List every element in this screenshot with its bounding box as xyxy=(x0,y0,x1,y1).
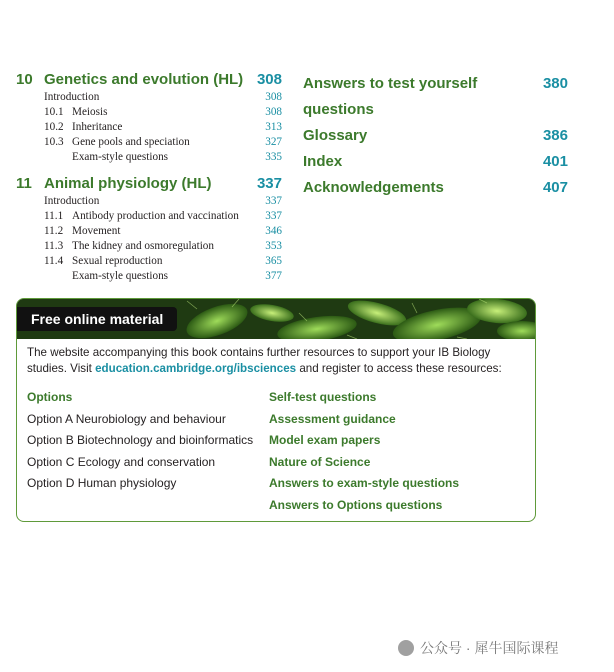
option-item[interactable]: Option B Biotechnology and bioinformatics xyxy=(27,433,254,447)
chapter-block xyxy=(16,71,282,165)
section-number: 10.1 xyxy=(44,106,64,118)
toc-entry-label xyxy=(16,194,99,209)
toc-entry-label xyxy=(16,105,107,120)
back-matter-page: 380 xyxy=(542,75,568,92)
back-matter-title: Glossary xyxy=(303,127,368,144)
chapter-number: 10 xyxy=(16,71,33,88)
section-title: The kidney and osmoregulation xyxy=(72,240,214,252)
toc-entry[interactable] xyxy=(16,209,282,224)
toc-entry[interactable] xyxy=(16,120,282,135)
option-item[interactable]: Option A Neurobiology and behaviour xyxy=(27,411,226,426)
options-column xyxy=(27,387,253,495)
resource-item[interactable]: Model exam papers xyxy=(269,433,381,447)
chapter-heading[interactable] xyxy=(16,175,282,192)
wechat-icon xyxy=(398,640,414,656)
toc-entry-label xyxy=(16,224,120,239)
section-number: 10.3 xyxy=(44,136,64,148)
chapter-page: 337 xyxy=(256,175,282,192)
chapter-title: Animal physiology (HL) xyxy=(44,175,212,192)
toc-entry[interactable] xyxy=(16,269,282,284)
section-title: Exam-style questions xyxy=(72,270,169,282)
option-item[interactable]: Option C Ecology and conservation xyxy=(27,454,216,469)
chapter-number: 11 xyxy=(16,175,32,192)
watermark-text: 公众号 · 犀牛国际课程 xyxy=(420,640,559,656)
section-title: Introduction xyxy=(44,195,100,207)
toc-entry[interactable] xyxy=(16,105,282,120)
section-number: 11.1 xyxy=(44,210,64,222)
banner xyxy=(17,299,535,339)
section-number: 11.3 xyxy=(44,240,64,252)
toc-left-column xyxy=(16,71,282,294)
chapter-heading[interactable] xyxy=(16,71,282,88)
toc-entry[interactable] xyxy=(16,224,282,239)
resource-item[interactable]: Answers to exam-style questions xyxy=(269,476,460,490)
section-title: Movement xyxy=(72,225,121,237)
toc-entry[interactable] xyxy=(16,90,282,105)
free-online-material-box xyxy=(16,298,536,522)
toc-entry-label xyxy=(16,239,214,254)
section-title: Sexual reproduction xyxy=(72,255,163,267)
toc-entry-page: 337 xyxy=(265,195,282,207)
toc-entry-label xyxy=(16,254,162,269)
toc-entry-page: 308 xyxy=(265,106,282,118)
section-number: 11.2 xyxy=(44,225,64,237)
toc-entry-page: 337 xyxy=(265,210,282,222)
section-title: Introduction xyxy=(44,91,100,103)
chapter-page: 308 xyxy=(256,71,282,88)
toc-entry-label xyxy=(16,135,190,150)
toc-entry[interactable] xyxy=(16,135,282,150)
chapter-title-wrap xyxy=(16,175,212,192)
resource-item[interactable]: Assessment guidance xyxy=(269,411,396,426)
back-matter-page: 386 xyxy=(542,127,568,144)
toc-entry-page: 335 xyxy=(265,151,282,163)
resource-item[interactable]: Self-test questions xyxy=(269,390,377,404)
toc-entry[interactable] xyxy=(16,239,282,254)
options-heading: Options xyxy=(27,390,73,404)
back-matter-entry[interactable] xyxy=(303,123,568,149)
intro-text-part1: The website accompanying this book contains further resources to support your IB Biology studies. Visit xyxy=(27,346,491,375)
resources-column xyxy=(269,387,459,516)
option-item[interactable]: Option D Human physiology xyxy=(27,476,177,490)
intro-text-part2: and register to access these resources: xyxy=(296,362,502,375)
toc-entry[interactable] xyxy=(16,254,282,269)
banner-title: Free online material xyxy=(17,307,177,331)
resource-item[interactable]: Nature of Science xyxy=(269,454,371,469)
chapter-block xyxy=(16,175,282,284)
toc-entry[interactable] xyxy=(16,194,282,209)
toc-entry-label xyxy=(16,150,168,165)
toc-entry-label xyxy=(16,209,239,224)
toc-entry-page: 346 xyxy=(265,225,282,237)
website-link[interactable]: education.cambridge.org/ibsciences xyxy=(95,362,297,375)
toc-right-column xyxy=(303,71,568,201)
back-matter-title: Answers to test yourself questions xyxy=(303,75,478,118)
section-number: 10.2 xyxy=(44,121,64,133)
toc-entry-label xyxy=(16,90,99,105)
chapter-title-wrap xyxy=(16,71,243,88)
intro-text xyxy=(27,345,527,377)
back-matter-title: Index xyxy=(303,153,343,170)
section-title: Inheritance xyxy=(72,121,123,133)
section-number: 11.4 xyxy=(44,255,64,267)
toc-entry-page: 308 xyxy=(265,91,282,103)
section-title: Meiosis xyxy=(72,106,108,118)
section-title: Antibody production and vaccination xyxy=(72,210,239,222)
toc-entry-page: 313 xyxy=(265,121,282,133)
section-title: Gene pools and speciation xyxy=(72,136,190,148)
section-title: Exam-style questions xyxy=(72,151,169,163)
back-matter-page: 407 xyxy=(542,179,568,196)
chapter-title: Genetics and evolution (HL) xyxy=(44,71,244,88)
back-matter-title: Acknowledgements xyxy=(303,179,444,196)
toc-entry-page: 377 xyxy=(265,270,282,282)
back-matter-entry[interactable] xyxy=(303,149,568,175)
resource-item[interactable]: Answers to Options questions xyxy=(269,497,443,512)
back-matter-entry[interactable] xyxy=(303,71,568,123)
toc-entry[interactable] xyxy=(16,150,282,165)
toc-entry-page: 327 xyxy=(265,136,282,148)
back-matter-page: 401 xyxy=(542,153,568,170)
toc-entry-label xyxy=(16,269,168,284)
toc-entry-label xyxy=(16,120,122,135)
back-matter-entry[interactable] xyxy=(303,175,568,201)
toc-entry-page: 353 xyxy=(265,240,282,252)
toc-entry-page: 365 xyxy=(265,255,282,267)
watermark xyxy=(398,638,558,658)
